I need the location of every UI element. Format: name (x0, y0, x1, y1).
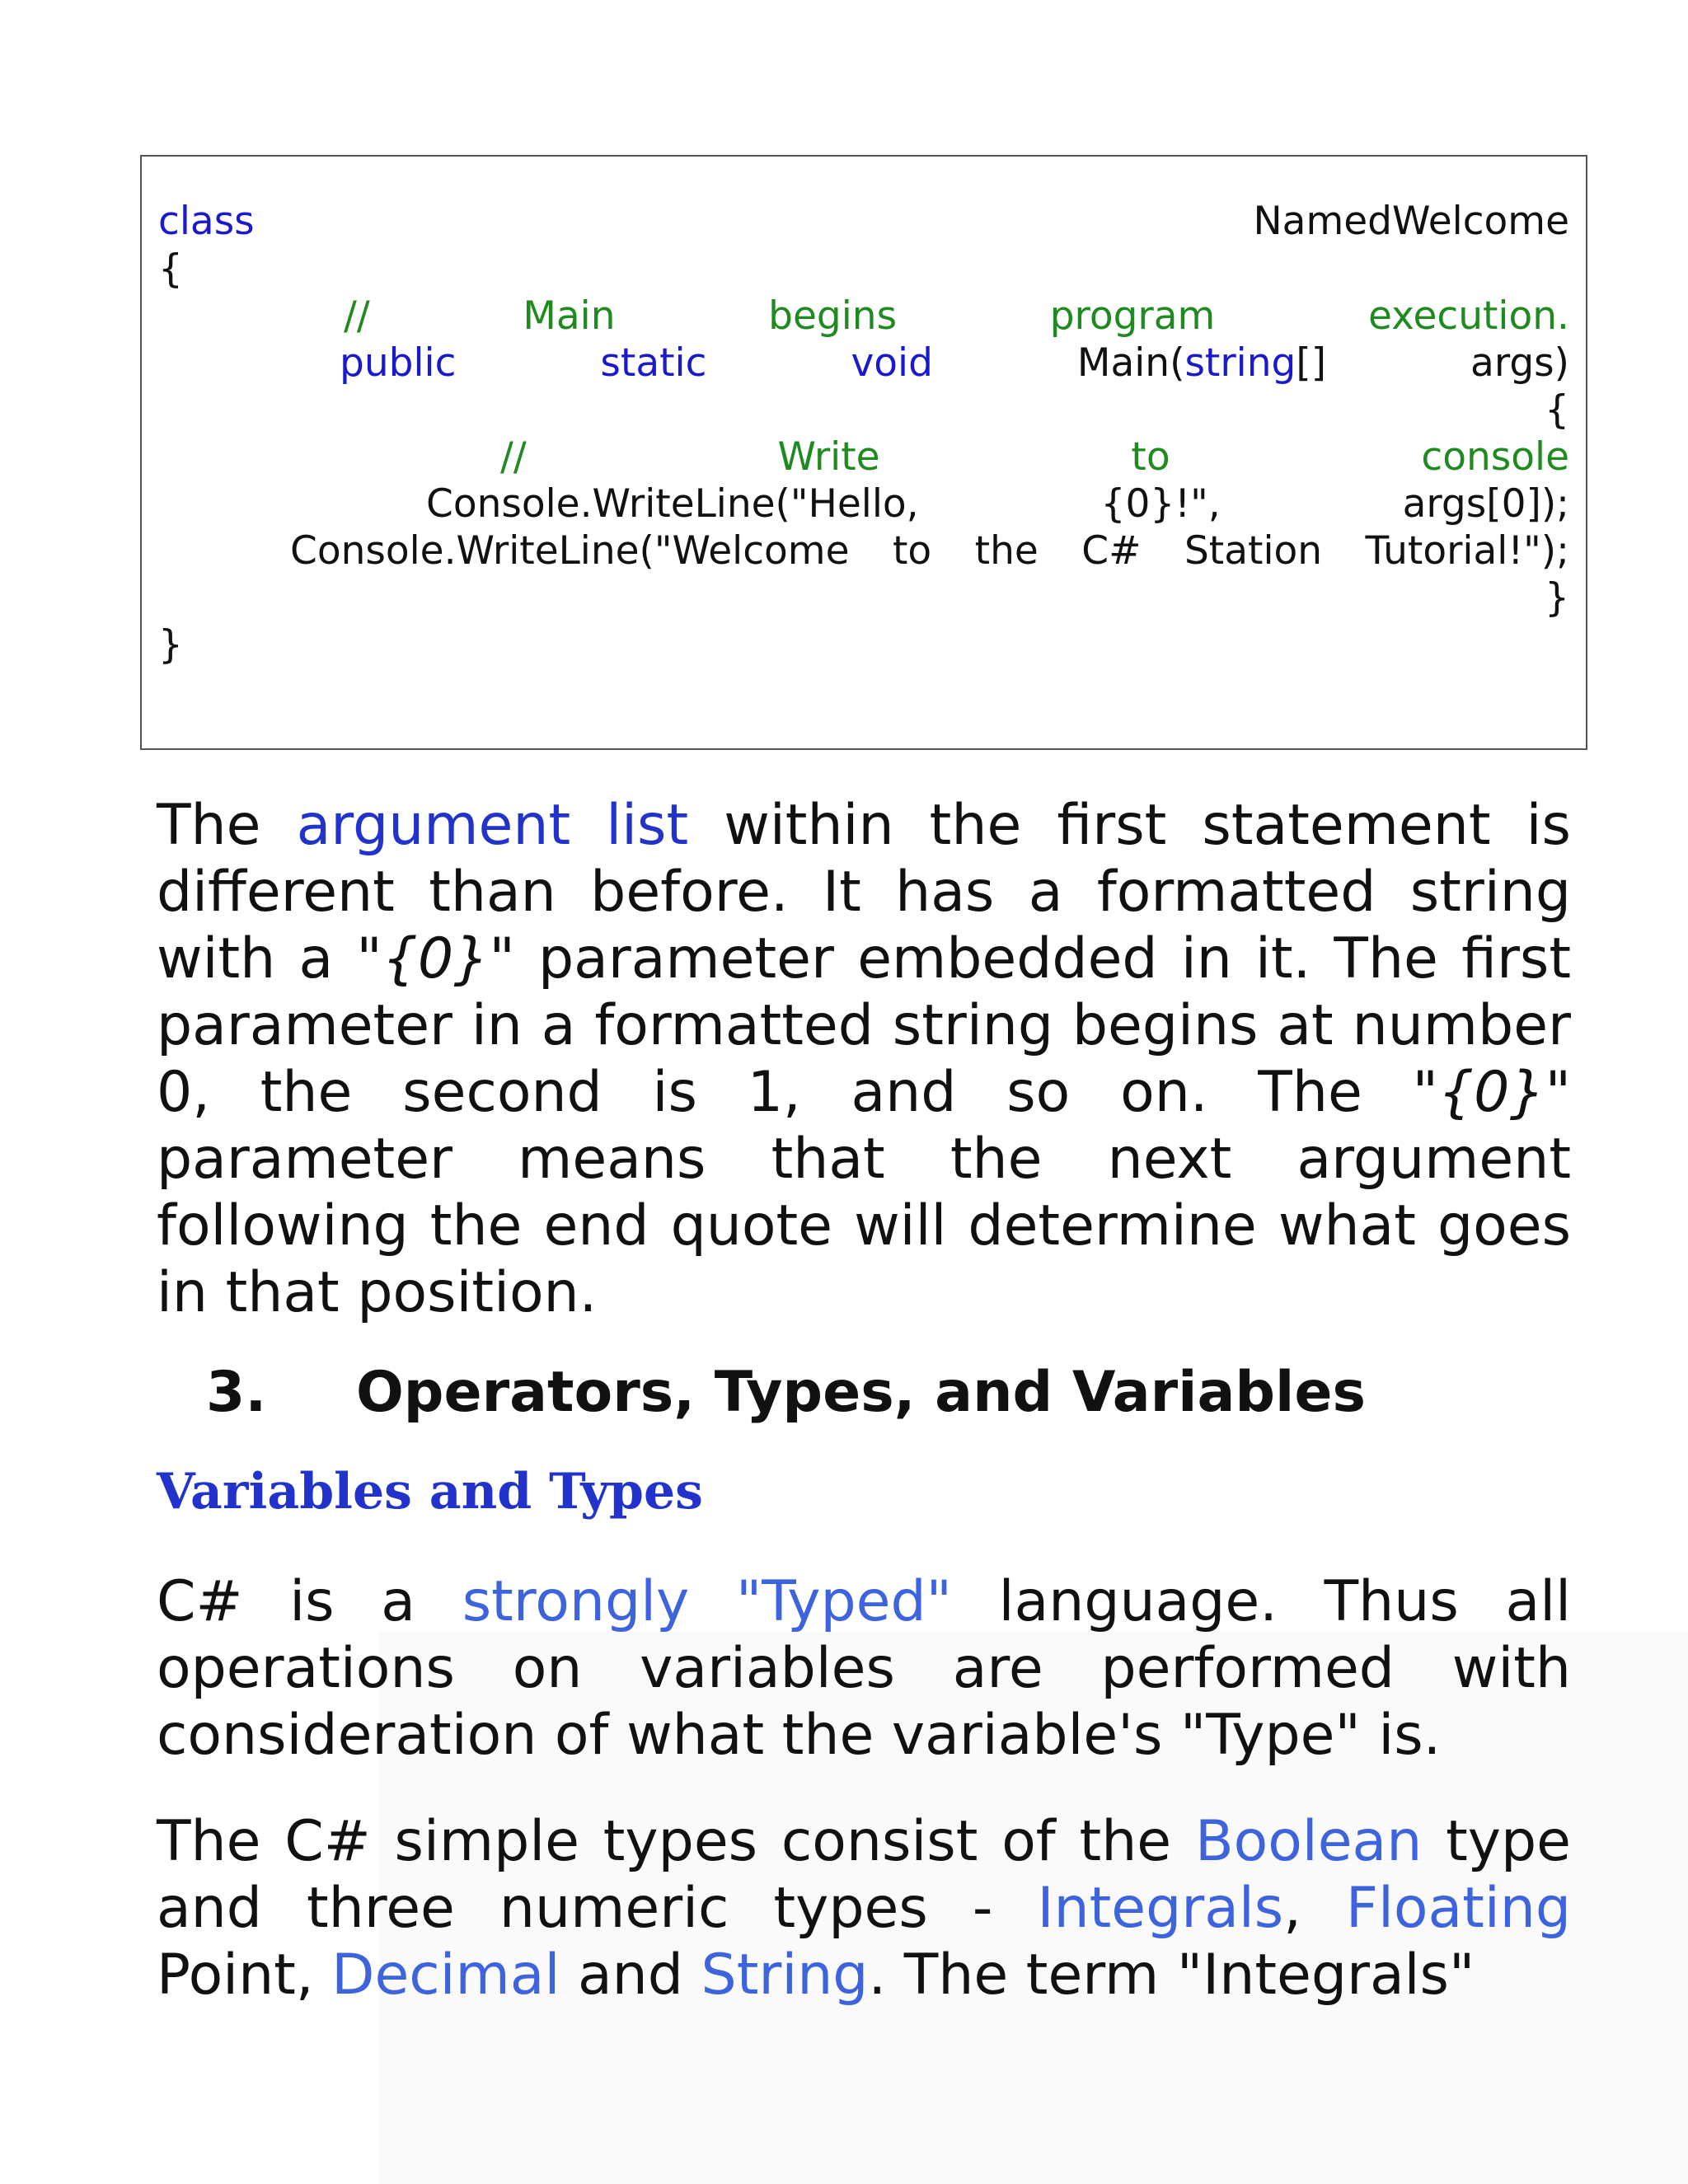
code-token: C# (1081, 527, 1142, 574)
code-token: Main( (1076, 340, 1185, 386)
code-token: [] (1296, 340, 1327, 386)
section-heading (206, 1360, 1366, 1425)
strongly-link[interactable]: strongly (462, 1569, 690, 1634)
code-token: to (1131, 434, 1170, 480)
code-token: begins (768, 293, 898, 339)
code-token: Write (777, 434, 880, 480)
code-token: to (892, 527, 932, 574)
text-run: language. Thus all operations on variables are performed with consideration of what the variable's "Type" is. (157, 1569, 1571, 1768)
text-run: Point, (157, 1943, 332, 2008)
code-token: public (340, 340, 457, 386)
section-title: Operators, Types, and Variables (356, 1360, 1366, 1425)
code-token: void (851, 340, 933, 386)
text-run: The C# simple types consist of the (157, 1809, 1195, 1874)
code-token: NamedWelcome (1253, 198, 1569, 244)
code-token: } (1545, 574, 1569, 621)
code-token: string (1184, 340, 1296, 386)
integrals-link[interactable]: Integrals (1037, 1876, 1284, 1941)
code-listing (140, 155, 1587, 750)
code-line-method-close-brace (158, 574, 1569, 621)
code-line-comment-main (344, 293, 1569, 339)
code-token: { (158, 246, 183, 292)
parameter-placeholder: {0} (382, 926, 490, 991)
code-token: static (600, 340, 707, 386)
text-run: and (560, 1943, 701, 2008)
code-line-class-close-brace (158, 621, 1569, 668)
paragraph-strongly-typed (157, 1568, 1571, 1769)
code-token: {0}!", (1100, 480, 1221, 527)
parameter-placeholder: {0} (1437, 1060, 1545, 1125)
text-run: . The term "Integrals" (868, 1943, 1475, 2008)
code-line-comment-write (500, 434, 1569, 480)
code-token: args[0]); (1402, 480, 1569, 527)
code-token: Console.WriteLine("Hello, (426, 480, 919, 527)
code-token: Tutorial!"); (1365, 527, 1569, 574)
string-link[interactable]: String (701, 1943, 869, 2008)
code-token: execution. (1367, 293, 1569, 339)
text-run: " parameter means that the next argument following the end quote will determine what goes in that position. (157, 1060, 1571, 1325)
code-token: class (158, 198, 255, 244)
code-line-method-open-brace (158, 387, 1569, 433)
decimal-link[interactable]: Decimal (331, 1943, 560, 2008)
paragraph-simple-types (157, 1808, 1571, 2008)
text-run: type and three numeric types - (157, 1809, 1571, 1941)
floating-link[interactable]: Floating (1345, 1876, 1572, 1941)
typed-link[interactable]: "Typed" (736, 1569, 952, 1634)
code-token: { (1545, 387, 1569, 433)
argument-list-link[interactable]: argument list (296, 793, 689, 858)
subsection-heading: Variables and Types (157, 1463, 703, 1521)
section-number: 3. (206, 1360, 267, 1425)
paragraph-argument-list (157, 792, 1571, 1326)
code-token: } (158, 621, 183, 668)
code-token: Station (1184, 527, 1323, 574)
text-run: , (1283, 1876, 1346, 1941)
code-token: the (974, 527, 1039, 574)
code-line-main-signature (340, 340, 1569, 386)
text-run (689, 1569, 736, 1634)
code-token: args) (1470, 340, 1569, 386)
code-token: program (1049, 293, 1216, 339)
code-line-writeline-hello (426, 480, 1569, 527)
code-line-writeline-welcome (290, 527, 1569, 574)
code-token-group (1077, 340, 1326, 386)
boolean-link[interactable]: Boolean (1194, 1809, 1423, 1874)
text-run: The (157, 793, 297, 858)
text-run: C# is a (157, 1569, 462, 1634)
code-line-class (158, 198, 1569, 244)
code-line-open-brace (158, 246, 1569, 292)
code-token: Main (523, 293, 616, 339)
text-run: within the first statement is different than before. It has a formatted string with a " (157, 793, 1571, 991)
code-token: // (500, 434, 527, 480)
code-token: Console.WriteLine("Welcome (290, 527, 850, 574)
code-token: // (344, 293, 370, 339)
text-run: " parameter embedded in it. The first parameter in a formatted string begins at number 0, the second is 1, and so on. The " (157, 926, 1571, 1125)
code-token: console (1421, 434, 1569, 480)
